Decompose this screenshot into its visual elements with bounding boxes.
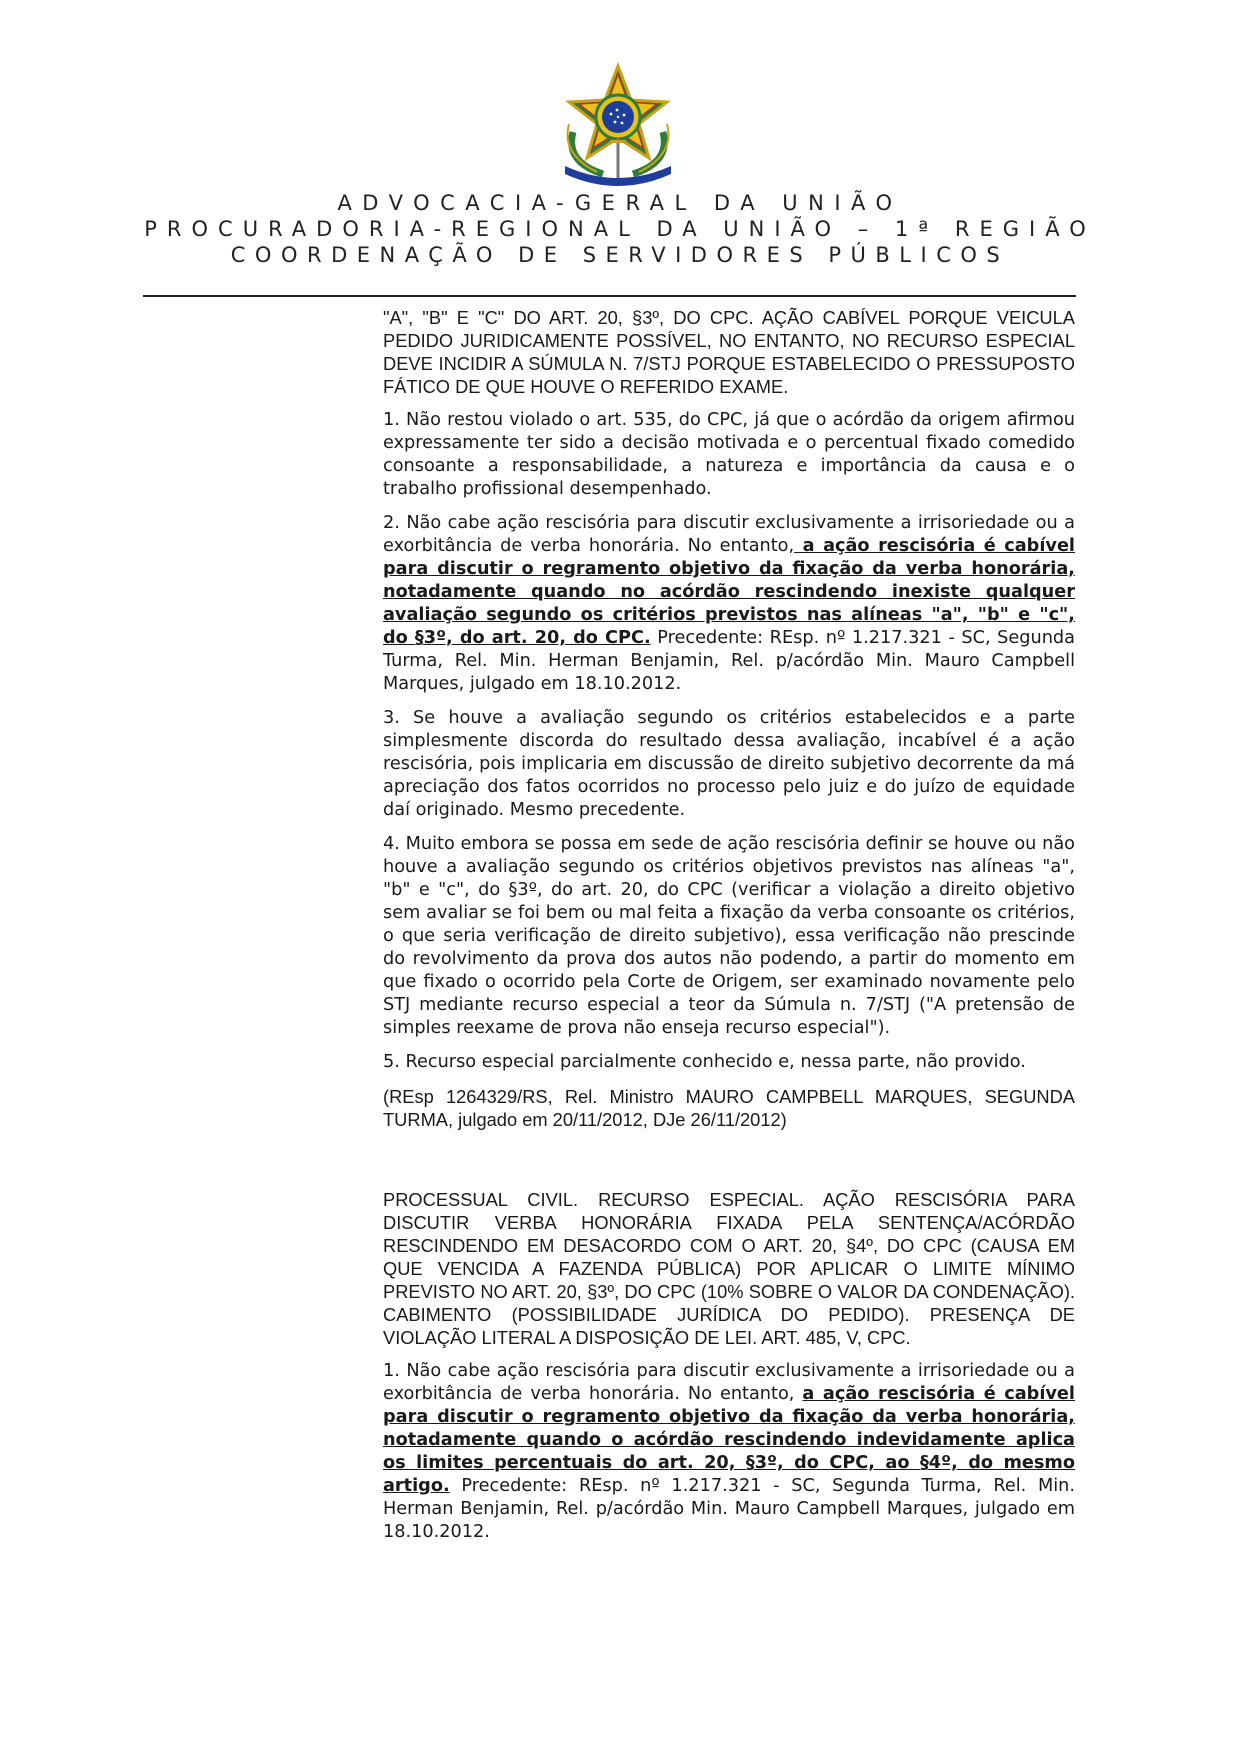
ementa2-item-1 — [383, 1360, 1075, 1544]
ementa1-item-2-post: Precedente: REsp. nº 1.217.321 - SC, Segunda Turma, Rel. Min. Herman Benjamin, Rel. p/acórdão Min. Mauro Campbell Marques, julgado em 18.10.2012. — [383, 628, 1075, 694]
regional-office: PROCURADORIA-REGIONAL DA UNIÃO – 1ª REGIÃO — [144, 217, 1096, 241]
ementa1-item-2 — [383, 512, 1075, 696]
ementa2-heading: PROCESSUAL CIVIL. RECURSO ESPECIAL. AÇÃO RESCISÓRIA PARA DISCUTIR VERBA HONORÁRIA FIXADA PELA SENTENÇA/ACÓRDÃO RESCINDENDO EM DESACORDO COM O ART. 20, §4º, DO CPC (CAUSA EM QUE VENCIDA A FAZENDA PÚBLICA) POR APLICAR O LIMITE MÍNIMO PREVISTO NO ART. 20, §3º, DO CPC (10% SOBRE O VALOR DA CONDENAÇÃO). CABIMENTO (POSSIBILIDADE JURÍDICA DO PEDIDO). PRESENÇA DE VIOLAÇÃO LITERAL A DISPOSIÇÃO DE LEI. ART. 485, V, CPC. — [383, 1189, 1075, 1348]
section-gap — [383, 1142, 1075, 1188]
ementa1-item-1: 1. Não restou violado o art. 535, do CPC, já que o acórdão da origem afirmou expressamente ter sido a decisão motivada e o percentual fixado comedido consoante a responsabilidade, a natureza e importância da causa e o trabalho profissional desempenhado. — [383, 410, 1075, 499]
ementa2-item-1-pre: 1. Não cabe ação rescisória para discutir exclusivamente a irrisoriedade ou a exorbitância de verba honorária. No entanto, — [383, 1361, 1075, 1404]
agency-name: ADVOCACIA-GERAL DA UNIÃO — [337, 191, 903, 215]
coat-of-arms-brazil-icon — [551, 62, 685, 186]
ementa2-item-1-post: Precedente: REsp. nº 1.217.321 - SC, Segunda Turma, Rel. Min. Herman Benjamin, Rel. p/acórdão Min. Mauro Campbell Marques, julgado em 18.10.2012. — [383, 1476, 1075, 1542]
ementa2-item-1-highlight: a ação rescisória é cabível para discutir o regramento objetivo da fixação da verba honorária, notadamente quando o acórdão rescindendo indevidamente aplica os limites percentuais do art. 20, §3º, do CPC, ao §4º, do mesmo artigo. — [383, 1384, 1075, 1496]
header-divider — [143, 295, 1076, 297]
ementa1-heading-tail: "A", "B" E "C" DO ART. 20, §3º, DO CPC. AÇÃO CABÍVEL PORQUE VEICULA PEDIDO JURIDICAMENTE POSSÍVEL, NO ENTANTO, NO RECURSO ESPECIAL DEVE INCIDIR A SÚMULA N. 7/STJ PORQUE ESTABELECIDO O PRESSUPOSTO FÁTICO DE QUE HOUVE O REFERIDO EXAME. — [383, 307, 1075, 397]
ementa1-item-2-pre: 2. Não cabe ação rescisória para discutir exclusivamente a irrisoriedade ou a exorbitância de verba honorária. No entanto, — [383, 513, 1075, 556]
document-body — [383, 306, 1075, 1555]
ementa1-item-4: 4. Muito embora se possa em sede de ação rescisória definir se houve ou não houve a avaliação segundo os critérios objetivos previstos nas alíneas "a", "b" e "c", do §3º, do art. 20, do CPC (verificar a violação a direito objetivo sem avaliar se foi bem ou mal feita a fixação da verba consoante os critérios, o que seria verificação de direito subjetivo), essa verificação não prescinde do revolvimento da prova dos autos não podendo, a partir do momento em que fixado o ocorrido pela Corte de Origem, ser examinado novamente pelo STJ mediante recurso especial a teor da Súmula n. 7/STJ ("A pretensão de simples reexame de prova não enseja recurso especial"). — [383, 834, 1075, 1038]
coordination-name: COORDENAÇÃO DE SERVIDORES PÚBLICOS — [230, 243, 1010, 267]
ementa1-item-5: 5. Recurso especial parcialmente conhecido e, nessa parte, não provido. — [383, 1052, 1026, 1072]
ementa1-item-3: 3. Se houve a avaliação segundo os critérios estabelecidos e a parte simplesmente discorda do resultado dessa avaliação, incabível é a ação rescisória, pois implicaria em discussão de direito subjetivo decorrente da má apreciação dos fatos ocorridos no processo pelo juiz e do juízo de equidade daí originado. Mesmo precedente. — [383, 708, 1075, 820]
ementa1-citation: (REsp 1264329/RS, Rel. Ministro MAURO CAMPBELL MARQUES, SEGUNDA TURMA, julgado em 20/11/2012, DJe 26/11/2012) — [383, 1086, 1075, 1130]
ementa1-item-2-highlight: a ação rescisória é cabível para discutir o regramento objetivo da fixação da verba honorária, notadamente quando no acórdão rescindendo inexiste qualquer avaliação segundo os critérios previstos nas alíneas "a", "b" e "c", do §3º, do art. 20, do CPC. — [383, 536, 1075, 648]
